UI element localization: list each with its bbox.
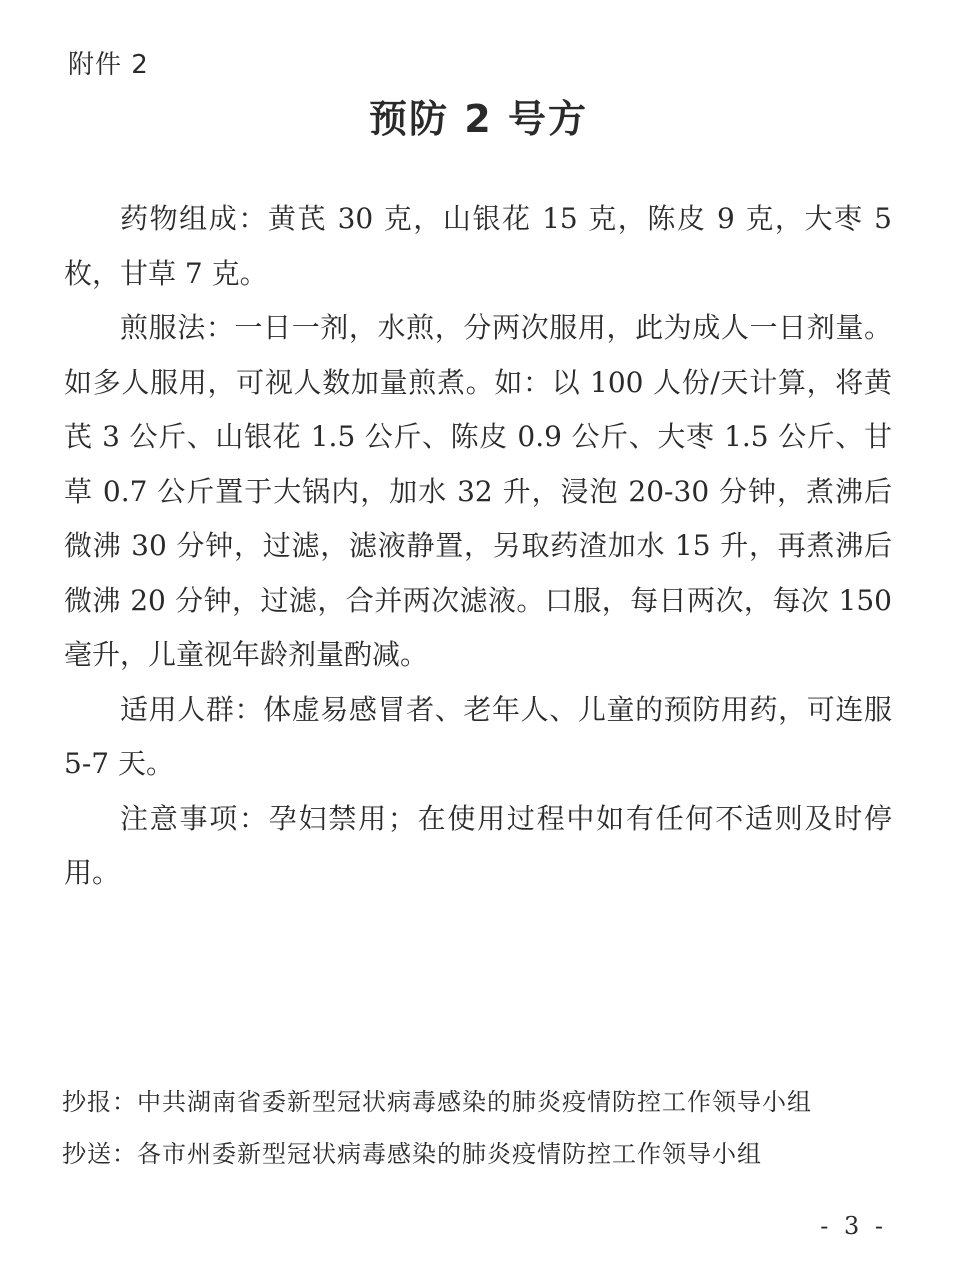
- cc-send-line: 抄送：各市州委新型冠状病毒感染的肺炎疫情防控工作领导小组: [62, 1140, 762, 1168]
- paragraph-ingredients: 药物组成：黄芪 30 克，山银花 15 克，陈皮 9 克，大枣 5 枚，甘草 7 克。: [64, 202, 892, 290]
- cc-report-line: 抄报：中共湖南省委新型冠状病毒感染的肺炎疫情防控工作领导小组: [62, 1088, 812, 1116]
- paragraph-applicable-population: 适用人群：体虚易感冒者、老年人、儿童的预防用药，可连服 5-7 天。: [64, 692, 892, 780]
- document-body: [64, 192, 892, 901]
- paragraph-precautions: 注意事项：孕妇禁用；在使用过程中如有任何不适则及时停用。: [64, 801, 892, 889]
- page-number: - 3 -: [820, 1212, 887, 1240]
- attachment-label: 附件 2: [68, 50, 149, 80]
- page-title: 预防 2 号方: [369, 97, 588, 141]
- paragraph-decoction-method: 煎服法：一日一剂，水煎，分两次服用，此为成人一日剂量。如多人服用，可视人数加量煎煮。如：以 100 人份/天计算，将黄芪 3 公斤、山银花 1.5 公斤、陈皮 0.9 公斤、大枣 1.5 公斤、甘草 0.7 公斤置于大锅内，加水 32 升，浸泡 20-30 分钟，煮沸后微沸 30 分钟，过滤，滤液静置，另取药渣加水 15 升，再煮沸后微沸 20 分钟，过滤，合并两次滤液。口服，每日两次，每次 150 毫升，儿童视年龄剂量酌减。: [64, 311, 892, 671]
